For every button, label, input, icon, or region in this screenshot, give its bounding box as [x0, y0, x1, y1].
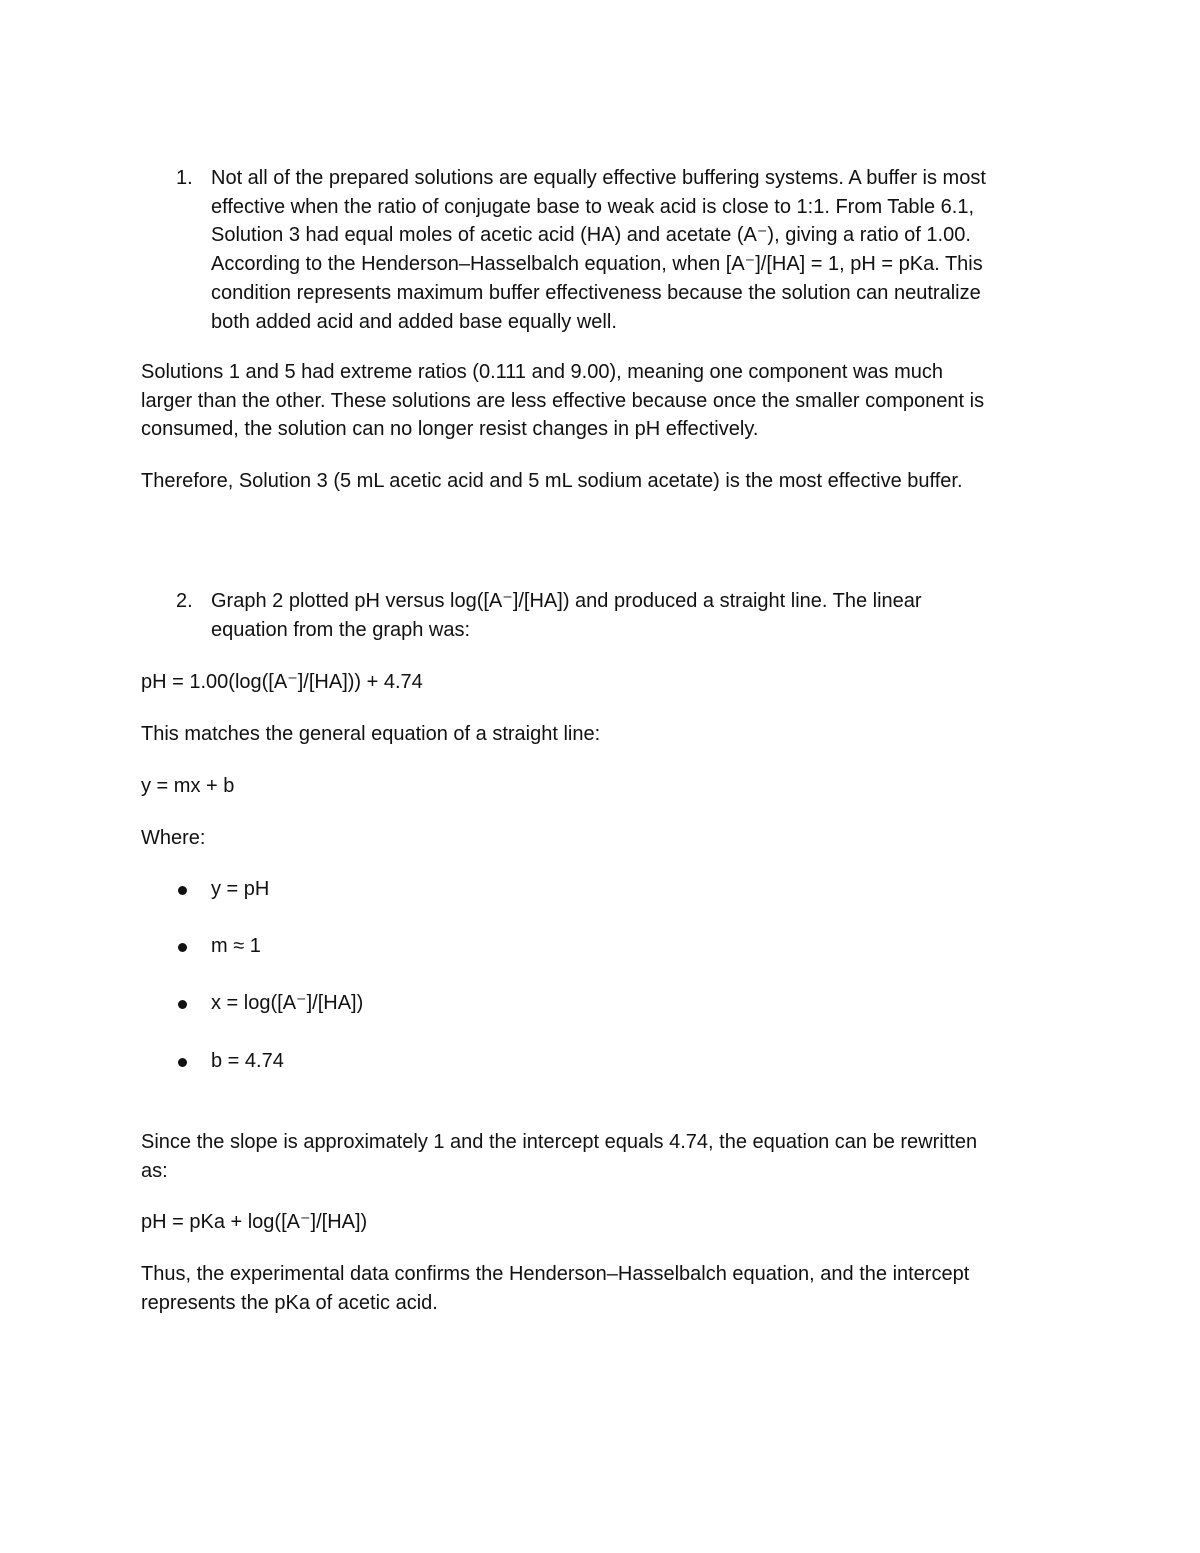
- extremes-line-2: larger than the other. These solutions are less effective because once the smaller component is: [141, 389, 985, 412]
- matches-paragraph: This matches the general equation of a straight line:: [141, 723, 601, 745]
- henderson-hasselbalch-equation: pH = pKa + log([A⁻]/[HA]): [141, 1211, 368, 1233]
- item-1-line-3: Solution 3 had equal moles of acetic acid (HA) and acetate (A⁻), giving a ratio of 1.00.: [211, 224, 971, 247]
- bullet-item-m: m ≈ 1: [211, 935, 261, 957]
- list-number-1: 1.: [176, 167, 193, 189]
- bullet-item-b: b = 4.74: [211, 1050, 284, 1072]
- bullet-icon: [178, 1000, 187, 1009]
- thus-paragraph: [141, 1260, 969, 1317]
- therefore-paragraph: Therefore, Solution 3 (5 mL acetic acid and 5 mL sodium acetate) is the most effective buffer.: [141, 470, 963, 492]
- thus-line-2: represents the pKa of acetic acid.: [141, 1291, 438, 1314]
- bullet-item-y: y = pH: [211, 878, 270, 900]
- since-paragraph: [141, 1128, 977, 1185]
- item-2-paragraph: [211, 587, 922, 644]
- bullet-item-x: x = log([A⁻]/[HA]): [211, 992, 364, 1014]
- general-equation: y = mx + b: [141, 775, 235, 797]
- bullet-icon: [178, 1058, 187, 1067]
- since-line-1: Since the slope is approximately 1 and the intercept equals 4.74, the equation can be rewritten: [141, 1131, 978, 1153]
- list-number-2: 2.: [176, 590, 193, 612]
- item-2-line-2: equation from the graph was:: [211, 618, 471, 641]
- extremes-line-1: Solutions 1 and 5 had extreme ratios (0.111 and 9.00), meaning one component was much: [141, 361, 943, 383]
- extremes-paragraph: [141, 358, 984, 444]
- item-1-paragraph: [211, 164, 986, 336]
- item-1-line-2: effective when the ratio of conjugate base to weak acid is close to 1:1. From Table 6.1,: [211, 195, 975, 218]
- item-1-line-1: Not all of the prepared solutions are equally effective buffering systems. A buffer is most: [211, 167, 986, 189]
- item-1-line-4: According to the Henderson–Hasselbalch equation, when [A⁻]/[HA] = 1, pH = pKa. This: [211, 253, 983, 276]
- where-label: Where:: [141, 827, 206, 849]
- thus-line-1: Thus, the experimental data confirms the Henderson–Hasselbalch equation, and the intercept: [141, 1263, 970, 1285]
- linear-equation: pH = 1.00(log([A⁻]/[HA])) + 4.74: [141, 671, 423, 693]
- item-1-line-5: condition represents maximum buffer effectiveness because the solution can neutralize: [211, 281, 981, 304]
- item-2-line-1: Graph 2 plotted pH versus log([A⁻]/[HA]) and produced a straight line. The linear: [211, 590, 922, 612]
- extremes-line-3: consumed, the solution can no longer resist changes in pH effectively.: [141, 418, 759, 441]
- bullet-icon: [178, 943, 187, 952]
- item-1-line-6: both added acid and added base equally well.: [211, 310, 617, 333]
- bullet-icon: [178, 886, 187, 895]
- since-line-2: as:: [141, 1159, 168, 1182]
